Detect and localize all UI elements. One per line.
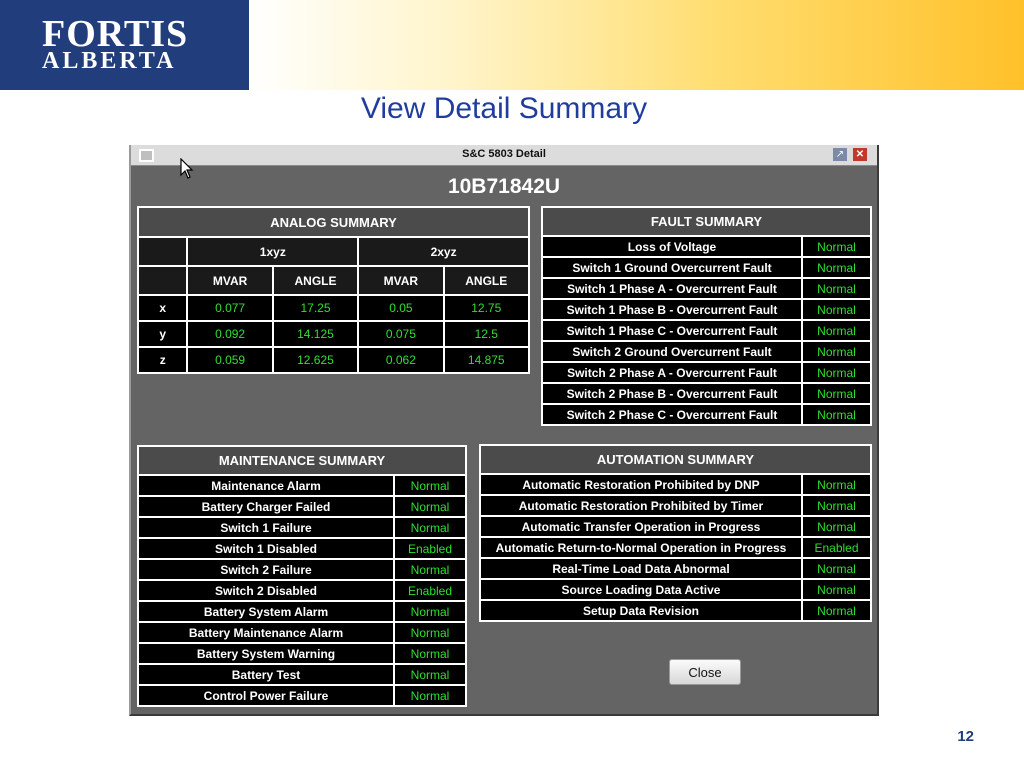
analog-group-header: 2xyz: [358, 237, 529, 266]
automation-summary-table: [479, 444, 872, 622]
fault-label: Switch 2 Phase A - Overcurrent Fault: [542, 362, 802, 383]
maintenance-label: Battery System Warning: [138, 643, 394, 664]
maintenance-row: [138, 559, 466, 580]
maintenance-row: [138, 517, 466, 538]
analog-column-header: ANGLE: [273, 266, 358, 295]
analog-value: 14.125: [273, 321, 358, 347]
fault-row: [542, 362, 871, 383]
analog-row-label: z: [138, 347, 187, 373]
maintenance-summary-table: [137, 445, 467, 707]
maintenance-row: [138, 538, 466, 559]
analog-value: 0.05: [358, 295, 443, 321]
automation-label: Automatic Restoration Prohibited by DNP: [480, 474, 802, 495]
fault-row: [542, 320, 871, 341]
maintenance-label: Battery Charger Failed: [138, 496, 394, 517]
device-id: 10B71842U: [447, 175, 561, 198]
analog-column-header: MVAR: [187, 266, 272, 295]
analog-row: [138, 321, 529, 347]
maintenance-summary-title: MAINTENANCE SUMMARY: [138, 446, 466, 475]
status-value: Normal: [394, 601, 466, 622]
page-number: 12: [957, 728, 974, 745]
status-value: Normal: [394, 685, 466, 706]
analog-value: 12.625: [273, 347, 358, 373]
status-value: Enabled: [394, 538, 466, 559]
fault-summary-table: [541, 206, 872, 426]
analog-value: 0.059: [187, 347, 272, 373]
fault-label: Switch 2 Phase B - Overcurrent Fault: [542, 383, 802, 404]
automation-label: Setup Data Revision: [480, 600, 802, 621]
status-value: Normal: [802, 383, 871, 404]
analog-corner-cell: [138, 237, 187, 266]
fault-row: [542, 299, 871, 320]
maintenance-label: Switch 2 Failure: [138, 559, 394, 580]
analog-row: [138, 347, 529, 373]
maintenance-row: [138, 622, 466, 643]
maintenance-row: [138, 685, 466, 706]
maintenance-row: [138, 643, 466, 664]
automation-row: [480, 495, 871, 516]
slide-title: View Detail Summary: [360, 92, 648, 125]
maintenance-row: [138, 580, 466, 601]
status-value: Normal: [802, 474, 871, 495]
automation-row: [480, 537, 871, 558]
analog-value: 0.092: [187, 321, 272, 347]
analog-value: 0.077: [187, 295, 272, 321]
fault-row: [542, 236, 871, 257]
maintenance-row: [138, 496, 466, 517]
maintenance-row: [138, 475, 466, 496]
automation-label: Real-Time Load Data Abnormal: [480, 558, 802, 579]
automation-label: Automatic Transfer Operation in Progress: [480, 516, 802, 537]
maintenance-row: [138, 601, 466, 622]
fault-label: Loss of Voltage: [542, 236, 802, 257]
fault-row: [542, 257, 871, 278]
status-value: Enabled: [394, 580, 466, 601]
analog-value: 17.25: [273, 295, 358, 321]
analog-value: 12.5: [444, 321, 529, 347]
automation-label: Automatic Return-to-Normal Operation in Progress: [480, 537, 802, 558]
maintenance-label: Switch 2 Disabled: [138, 580, 394, 601]
analog-value: 12.75: [444, 295, 529, 321]
automation-label: Source Loading Data Active: [480, 579, 802, 600]
analog-value: 14.875: [444, 347, 529, 373]
fault-label: Switch 2 Phase C - Overcurrent Fault: [542, 404, 802, 425]
status-value: Normal: [802, 341, 871, 362]
logo-line1: FORTIS: [42, 13, 189, 55]
status-value: Normal: [802, 320, 871, 341]
maintenance-label: Switch 1 Disabled: [138, 538, 394, 559]
analog-column-header: MVAR: [358, 266, 443, 295]
automation-row: [480, 558, 871, 579]
status-value: Normal: [802, 257, 871, 278]
window-titlebar[interactable]: [131, 145, 877, 166]
automation-row: [480, 516, 871, 537]
mouse-pointer-icon: [180, 158, 194, 180]
status-value: Normal: [802, 404, 871, 425]
fortis-alberta-logo: [0, 0, 249, 90]
analog-value: 0.062: [358, 347, 443, 373]
fault-label: Switch 1 Ground Overcurrent Fault: [542, 257, 802, 278]
status-value: Normal: [802, 278, 871, 299]
status-value: Normal: [394, 496, 466, 517]
fault-row: [542, 278, 871, 299]
maintenance-label: Maintenance Alarm: [138, 475, 394, 496]
fault-row: [542, 383, 871, 404]
automation-summary-title: AUTOMATION SUMMARY: [480, 445, 871, 474]
status-value: Normal: [394, 559, 466, 580]
maintenance-row: [138, 664, 466, 685]
status-value: Normal: [802, 236, 871, 257]
detail-window: [129, 145, 879, 716]
analog-value: 0.075: [358, 321, 443, 347]
maintenance-label: Control Power Failure: [138, 685, 394, 706]
maintenance-label: Switch 1 Failure: [138, 517, 394, 538]
analog-column-header: ANGLE: [444, 266, 529, 295]
maintenance-label: Battery System Alarm: [138, 601, 394, 622]
automation-row: [480, 600, 871, 621]
analog-group-header: 1xyz: [187, 237, 358, 266]
analog-row-label: y: [138, 321, 187, 347]
analog-row: [138, 295, 529, 321]
analog-summary-table: [137, 206, 530, 374]
status-value: Normal: [802, 495, 871, 516]
fault-label: Switch 1 Phase A - Overcurrent Fault: [542, 278, 802, 299]
status-value: Normal: [802, 558, 871, 579]
status-value: Normal: [394, 475, 466, 496]
logo-line2: ALBERTA: [42, 48, 177, 74]
fault-row: [542, 404, 871, 425]
analog-summary-title: ANALOG SUMMARY: [138, 207, 529, 237]
restore-icon[interactable]: ↗: [833, 148, 847, 161]
status-value: Normal: [394, 622, 466, 643]
fault-label: Switch 1 Phase B - Overcurrent Fault: [542, 299, 802, 320]
status-value: Normal: [802, 299, 871, 320]
close-button[interactable]: Close: [669, 659, 741, 685]
status-value: Normal: [394, 664, 466, 685]
status-value: Normal: [802, 362, 871, 383]
fault-label: Switch 1 Phase C - Overcurrent Fault: [542, 320, 802, 341]
status-value: Normal: [802, 579, 871, 600]
automation-row: [480, 474, 871, 495]
close-icon[interactable]: ✕: [853, 148, 867, 161]
window-title: S&C 5803 Detail: [462, 148, 546, 160]
analog-corner-cell: [138, 266, 187, 295]
fault-row: [542, 341, 871, 362]
maintenance-label: Battery Maintenance Alarm: [138, 622, 394, 643]
fault-label: Switch 2 Ground Overcurrent Fault: [542, 341, 802, 362]
automation-row: [480, 579, 871, 600]
automation-label: Automatic Restoration Prohibited by Timer: [480, 495, 802, 516]
status-value: Normal: [802, 516, 871, 537]
analog-row-label: x: [138, 295, 187, 321]
fault-summary-title: FAULT SUMMARY: [542, 207, 871, 236]
status-value: Enabled: [802, 537, 871, 558]
status-value: Normal: [394, 643, 466, 664]
status-value: Normal: [802, 600, 871, 621]
maintenance-label: Battery Test: [138, 664, 394, 685]
status-value: Normal: [394, 517, 466, 538]
